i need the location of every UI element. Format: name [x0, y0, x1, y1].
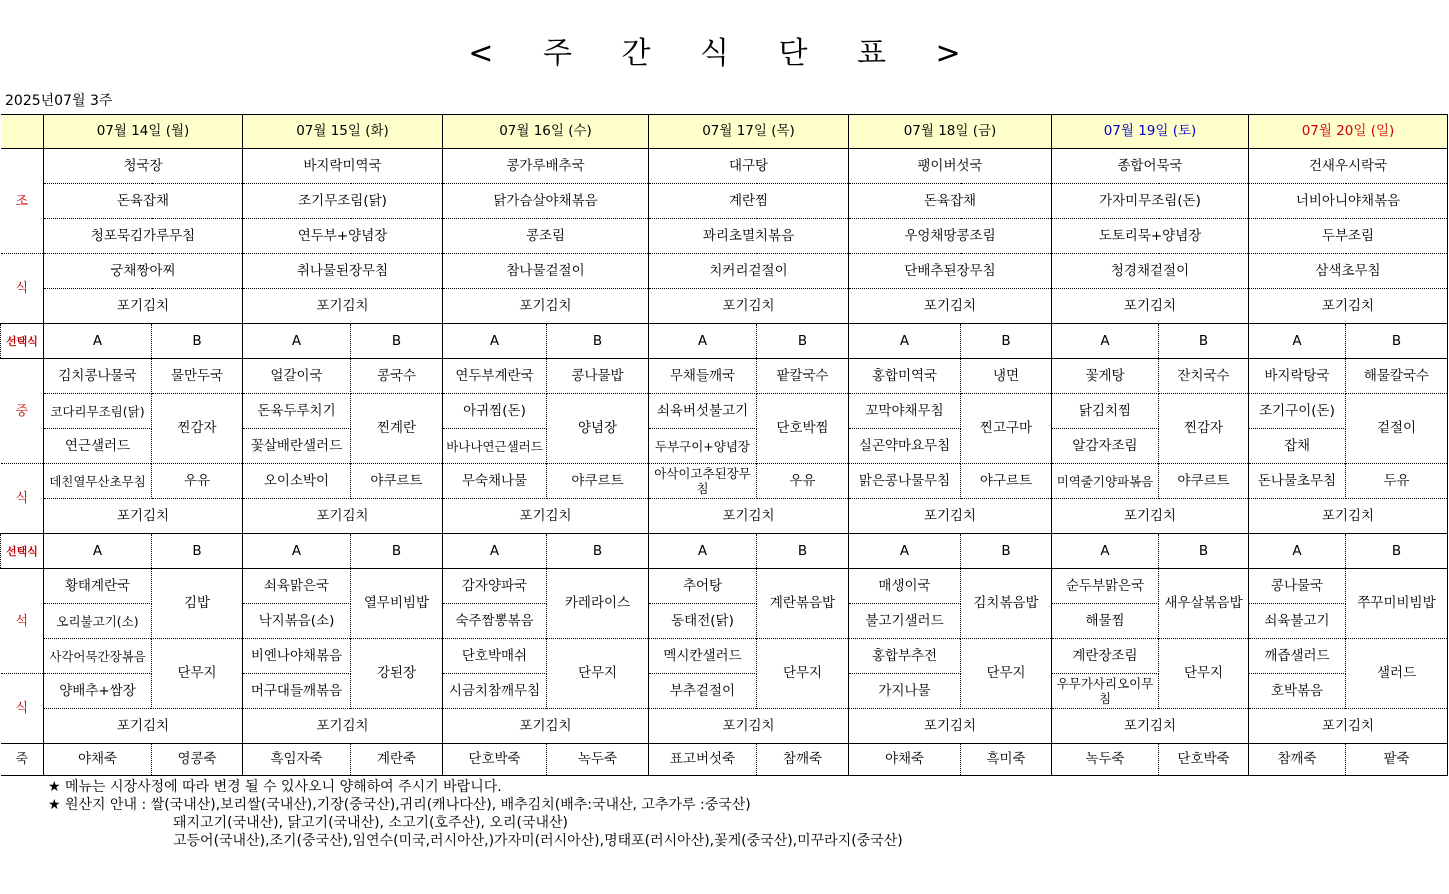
option-a-label: A	[649, 324, 757, 359]
porridge-item: 계란죽	[351, 744, 443, 776]
lunch-b-item: 냉면	[961, 359, 1052, 394]
dinner-a-item: 쇠육불고기	[1249, 604, 1346, 639]
lunch-b-item: 야쿠르트	[547, 464, 649, 499]
weekly-menu-table	[0, 114, 1448, 776]
breakfast-item: 콩조림	[443, 219, 649, 254]
dinner-a-item: 부추겉절이	[649, 674, 757, 709]
porridge-item: 야채죽	[44, 744, 152, 776]
dinner-kimchi: 포기김치	[44, 709, 243, 744]
breakfast-item: 팽이버섯국	[849, 149, 1052, 184]
lunch-a-item: 무채들깨국	[649, 359, 757, 394]
dinner-a-item: 홍합부추전	[849, 639, 961, 674]
dinner-a-item: 호박볶음	[1249, 674, 1346, 709]
dinner-a-item: 우무가사리오이무침	[1052, 674, 1159, 709]
dinner-a-item: 순두부맑은국	[1052, 569, 1159, 604]
lunch-kimchi: 포기김치	[1249, 499, 1448, 534]
option-b-label: B	[961, 324, 1052, 359]
dinner-a-item: 깨즙샐러드	[1249, 639, 1346, 674]
breakfast-item: 계란찜	[649, 184, 849, 219]
porridge-item: 단호박죽	[1159, 744, 1249, 776]
porridge-item: 야채죽	[849, 744, 961, 776]
page-title: < 주 간 식 단 표 >	[468, 36, 981, 71]
breakfast-item: 청경채겉절이	[1052, 254, 1249, 289]
option-a-label: A	[443, 534, 547, 569]
dinner-a-item: 단호박매쉬	[443, 639, 547, 674]
lunch-a-item: 조기구이(돈)	[1249, 394, 1346, 429]
lunch-a-item: 바나나연근샐러드	[443, 429, 547, 464]
dinner-b-item: 새우살볶음밥	[1159, 569, 1249, 639]
porridge-item: 영콩죽	[152, 744, 243, 776]
lunch-a-item: 꼬막야채무침	[849, 394, 961, 429]
dinner-b-item: 단무지	[1159, 639, 1249, 709]
dinner-b-item: 김밥	[152, 569, 243, 639]
option-a-label: A	[649, 534, 757, 569]
breakfast-item: 두부조림	[1249, 219, 1448, 254]
lunch-a-item: 알감자조림	[1052, 429, 1159, 464]
lunch-b-item: 두유	[1346, 464, 1448, 499]
breakfast-item: 삼색초무침	[1249, 254, 1448, 289]
breakfast-item: 닭가슴살야채볶음	[443, 184, 649, 219]
day-header: 07월 16일 (수)	[443, 115, 649, 149]
dinner-b-item: 단무지	[961, 639, 1052, 709]
option-a-label: A	[849, 534, 961, 569]
option-b-label: B	[547, 534, 649, 569]
option-a-label: A	[243, 534, 351, 569]
dinner-a-item: 숙주짬뽕볶음	[443, 604, 547, 639]
lunch-a-item: 돈육두루치기	[243, 394, 351, 429]
section-dinner-label: 식	[1, 674, 44, 744]
option-a-label: A	[44, 534, 152, 569]
breakfast-item: 포기김치	[243, 289, 443, 324]
option-b-label: B	[1159, 324, 1249, 359]
breakfast-item: 참나물겉절이	[443, 254, 649, 289]
dinner-b-item: 강된장	[351, 639, 443, 709]
lunch-b-item: 해물칼국수	[1346, 359, 1448, 394]
breakfast-item: 돈육잡채	[44, 184, 243, 219]
breakfast-item: 너비아니야채볶음	[1249, 184, 1448, 219]
breakfast-item: 대구탕	[649, 149, 849, 184]
breakfast-item: 치커리겉절이	[649, 254, 849, 289]
lunch-a-item: 쇠육버섯불고기	[649, 394, 757, 429]
option-b-label: B	[1346, 534, 1448, 569]
option-a-label: A	[1249, 534, 1346, 569]
lunch-a-item: 꽃살배란샐러드	[243, 429, 351, 464]
dinner-a-item: 머구대들깨볶음	[243, 674, 351, 709]
day-header: 07월 19일 (토)	[1052, 115, 1249, 149]
porridge-item: 흑미죽	[961, 744, 1052, 776]
breakfast-item: 궁채짱아찌	[44, 254, 243, 289]
option-b-label: B	[757, 324, 849, 359]
dinner-a-item: 동태전(닭)	[649, 604, 757, 639]
option-b-label: B	[152, 534, 243, 569]
option-b-label: B	[351, 534, 443, 569]
lunch-b-item: 잔치국수	[1159, 359, 1249, 394]
porridge-item: 참깨죽	[757, 744, 849, 776]
breakfast-item: 콩가루배추국	[443, 149, 649, 184]
lunch-kimchi: 포기김치	[44, 499, 243, 534]
lunch-b-item: 찐고구마	[961, 394, 1052, 464]
option-b-label: B	[547, 324, 649, 359]
dinner-a-item: 감자양파국	[443, 569, 547, 604]
lunch-kimchi: 포기김치	[443, 499, 649, 534]
dinner-kimchi: 포기김치	[1052, 709, 1249, 744]
lunch-b-item: 물만두국	[152, 359, 243, 394]
breakfast-item: 연두부+양념장	[243, 219, 443, 254]
lunch-a-item: 연두부계란국	[443, 359, 547, 394]
dinner-a-item: 오리불고기(소)	[44, 604, 152, 639]
lunch-b-item: 야쿠르트	[351, 464, 443, 499]
dinner-kimchi: 포기김치	[1249, 709, 1448, 744]
porridge-item: 흑임자죽	[243, 744, 351, 776]
lunch-b-item: 팥칼국수	[757, 359, 849, 394]
dinner-a-item: 시금치참깨무침	[443, 674, 547, 709]
dinner-kimchi: 포기김치	[849, 709, 1052, 744]
breakfast-item: 꽈리초멸치볶음	[649, 219, 849, 254]
option-b-label: B	[351, 324, 443, 359]
breakfast-item: 가자미무조림(돈)	[1052, 184, 1249, 219]
section-lunch-label: 식	[1, 464, 44, 534]
option-a-label: A	[243, 324, 351, 359]
breakfast-item: 포기김치	[443, 289, 649, 324]
option-b-label: B	[152, 324, 243, 359]
select-label: 선택식	[1, 324, 44, 359]
porridge-item: 참깨죽	[1249, 744, 1346, 776]
lunch-a-item: 아삭이고추된장무침	[649, 464, 757, 499]
lunch-a-item: 맑은콩나물무침	[849, 464, 961, 499]
dinner-kimchi: 포기김치	[443, 709, 649, 744]
lunch-a-item: 아귀찜(돈)	[443, 394, 547, 429]
select-label: 선택식	[1, 534, 44, 569]
lunch-a-item: 무숙채나물	[443, 464, 547, 499]
lunch-a-item: 미역줄기양파볶음	[1052, 464, 1159, 499]
notes-line-3: 돼지고기(국내산), 닭고기(국내산), 소고기(호주산), 오리(국내산)	[173, 815, 568, 831]
lunch-b-item: 찐감자	[152, 394, 243, 464]
dinner-b-item: 단무지	[547, 639, 649, 709]
lunch-b-item: 양념장	[547, 394, 649, 464]
section-porridge-label: 죽	[1, 744, 44, 776]
dinner-b-item: 샐러드	[1346, 639, 1448, 709]
section-breakfast-label: 식	[1, 254, 44, 324]
lunch-b-item: 콩국수	[351, 359, 443, 394]
section-lunch-label: 중	[1, 359, 44, 464]
lunch-a-item: 데친열무산초무침	[44, 464, 152, 499]
option-a-label: A	[1249, 324, 1346, 359]
lunch-a-item: 두부구이+양념장	[649, 429, 757, 464]
day-header: 07월 14일 (월)	[44, 115, 243, 149]
lunch-a-item: 잡채	[1249, 429, 1346, 464]
breakfast-item: 포기김치	[649, 289, 849, 324]
lunch-kimchi: 포기김치	[849, 499, 1052, 534]
porridge-item: 녹두죽	[547, 744, 649, 776]
day-header: 07월 15일 (화)	[243, 115, 443, 149]
lunch-a-item: 코다리무조림(닭)	[44, 394, 152, 429]
breakfast-item: 포기김치	[1249, 289, 1448, 324]
option-a-label: A	[849, 324, 961, 359]
dinner-a-item: 황태계란국	[44, 569, 152, 604]
lunch-b-item: 찐감자	[1159, 394, 1249, 464]
breakfast-item: 종합어묵국	[1052, 149, 1249, 184]
lunch-a-item: 김치콩나물국	[44, 359, 152, 394]
lunch-a-item: 얼갈이국	[243, 359, 351, 394]
day-header: 07월 20일 (일)	[1249, 115, 1448, 149]
dinner-a-item: 계란장조림	[1052, 639, 1159, 674]
porridge-item: 단호박죽	[443, 744, 547, 776]
lunch-a-item: 꽃게탕	[1052, 359, 1159, 394]
section-breakfast-label: 조	[1, 149, 44, 254]
option-b-label: B	[1346, 324, 1448, 359]
breakfast-item: 우엉채땅콩조림	[849, 219, 1052, 254]
breakfast-item: 단배추된장무침	[849, 254, 1052, 289]
lunch-b-item: 야쿠르트	[1159, 464, 1249, 499]
lunch-kimchi: 포기김치	[243, 499, 443, 534]
breakfast-item: 조기무조림(닭)	[243, 184, 443, 219]
dinner-b-item: 단무지	[757, 639, 849, 709]
lunch-kimchi: 포기김치	[1052, 499, 1249, 534]
dinner-a-item: 사각어묵간장볶음	[44, 639, 152, 674]
dinner-a-item: 낙지볶음(소)	[243, 604, 351, 639]
porridge-item: 팥죽	[1346, 744, 1448, 776]
dinner-a-item: 가지나물	[849, 674, 961, 709]
dinner-kimchi: 포기김치	[243, 709, 443, 744]
lunch-b-item: 우유	[757, 464, 849, 499]
dinner-a-item: 불고기샐러드	[849, 604, 961, 639]
lunch-a-item: 바지락탕국	[1249, 359, 1346, 394]
option-a-label: A	[443, 324, 547, 359]
dinner-b-item: 김치볶음밥	[961, 569, 1052, 639]
dinner-a-item: 추어탕	[649, 569, 757, 604]
breakfast-item: 도토리묵+양념장	[1052, 219, 1249, 254]
dinner-b-item: 열무비빔밥	[351, 569, 443, 639]
option-a-label: A	[1052, 324, 1159, 359]
option-a-label: A	[44, 324, 152, 359]
lunch-b-item: 야구르트	[961, 464, 1052, 499]
breakfast-item: 청국장	[44, 149, 243, 184]
breakfast-item: 포기김치	[44, 289, 243, 324]
breakfast-item: 바지락미역국	[243, 149, 443, 184]
lunch-kimchi: 포기김치	[649, 499, 849, 534]
lunch-b-item: 콩나물밥	[547, 359, 649, 394]
notes	[48, 778, 903, 850]
lunch-a-item: 돈나물초무침	[1249, 464, 1346, 499]
dinner-a-item: 비엔나야채볶음	[243, 639, 351, 674]
lunch-b-item: 찐계란	[351, 394, 443, 464]
lunch-a-item: 닭김치찜	[1052, 394, 1159, 429]
dinner-a-item: 해물찜	[1052, 604, 1159, 639]
dinner-a-item: 멕시칸샐러드	[649, 639, 757, 674]
porridge-item: 녹두죽	[1052, 744, 1159, 776]
notes-line-4: 고등어(국내산),조기(중국산),임연수(미국,러시아산,)가자미(러시아산),명태포(러시아산),꽃게(중국산),미꾸라지(중국산)	[173, 833, 903, 849]
notes-line-2: ★ 원산지 안내 : 쌀(국내산),보리쌀(국내산),기장(중국산),귀리(캐나다산), 배추김치(배추:국내산, 고추가루 :중국산)	[48, 797, 751, 813]
lunch-a-item: 홍합미역국	[849, 359, 961, 394]
dinner-b-item: 단무지	[152, 639, 243, 709]
lunch-b-item: 겉절이	[1346, 394, 1448, 464]
breakfast-item: 포기김치	[1052, 289, 1249, 324]
section-dinner-label: 석	[1, 569, 44, 674]
option-b-label: B	[757, 534, 849, 569]
breakfast-item: 돈육잡채	[849, 184, 1052, 219]
dinner-a-item: 콩나물국	[1249, 569, 1346, 604]
lunch-a-item: 실곤약마요무침	[849, 429, 961, 464]
dinner-b-item: 쭈꾸미비빔밥	[1346, 569, 1448, 639]
breakfast-item: 포기김치	[849, 289, 1052, 324]
lunch-a-item: 연근샐러드	[44, 429, 152, 464]
dinner-kimchi: 포기김치	[649, 709, 849, 744]
dinner-b-item: 계란볶음밥	[757, 569, 849, 639]
notes-line-1: ★ 메뉴는 시장사정에 따라 변경 될 수 있사오니 양해하여 주시기 바랍니다.	[48, 779, 502, 795]
lunch-b-item: 단호박찜	[757, 394, 849, 464]
day-header: 07월 18일 (금)	[849, 115, 1052, 149]
lunch-b-item: 우유	[152, 464, 243, 499]
week-label: 2025년07월 3주	[5, 93, 113, 109]
day-header: 07월 17일 (목)	[649, 115, 849, 149]
dinner-a-item: 매생이국	[849, 569, 961, 604]
option-b-label: B	[961, 534, 1052, 569]
dinner-a-item: 양배추+쌈장	[44, 674, 152, 709]
breakfast-item: 건새우시락국	[1249, 149, 1448, 184]
breakfast-item: 청포묵김가루무침	[44, 219, 243, 254]
header-corner	[1, 115, 44, 149]
porridge-item: 표고버섯죽	[649, 744, 757, 776]
dinner-b-item: 카레라이스	[547, 569, 649, 639]
lunch-a-item: 오이소박이	[243, 464, 351, 499]
dinner-a-item: 쇠육맑은국	[243, 569, 351, 604]
breakfast-item: 취나물된장무침	[243, 254, 443, 289]
option-b-label: B	[1159, 534, 1249, 569]
option-a-label: A	[1052, 534, 1159, 569]
